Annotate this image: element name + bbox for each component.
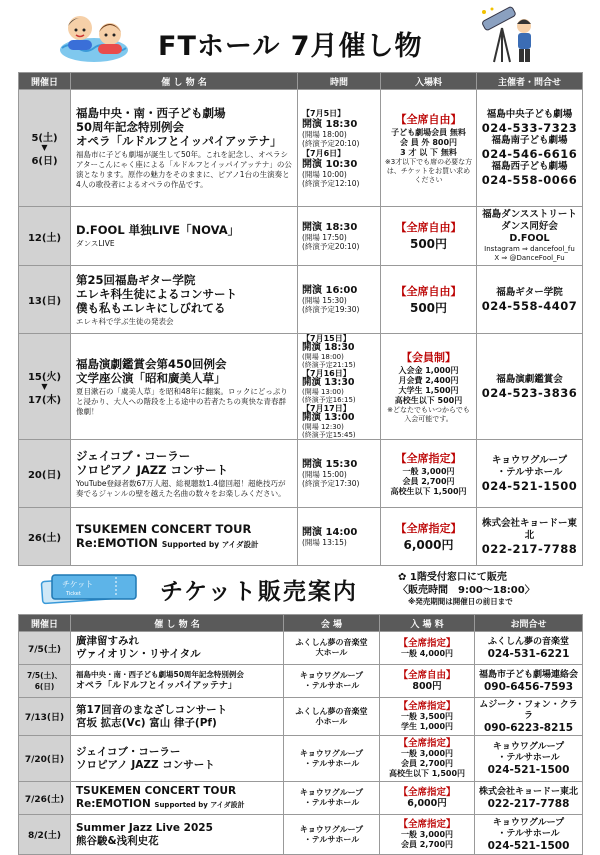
- price-note: ※3才以下でも席の必要な方は、チケットをお買い求めください: [384, 157, 473, 184]
- organizer-name: ・テルサホール: [496, 466, 563, 478]
- contact-phone: 090-6223-8215: [483, 721, 574, 734]
- venue-name: ふくしん夢の音楽堂: [295, 638, 368, 647]
- event-date: [19, 266, 71, 334]
- event-price: [381, 207, 477, 266]
- organizer-name: 福島ギター学院: [496, 286, 563, 298]
- price-line: 一般 3,500円: [400, 712, 454, 721]
- price-line: 学生 1,000円: [400, 722, 454, 731]
- event-info: [71, 207, 298, 266]
- event-title: TSUKEMEN CONCERT TOUR: [76, 521, 252, 536]
- ticket-event: [71, 632, 284, 665]
- event-title: 福島中央・南・西子ども劇場: [76, 106, 226, 120]
- ticket-venue: [284, 632, 380, 665]
- ticket-event-title: 廣津留すみれ: [76, 635, 139, 647]
- ticket-venue: [284, 665, 380, 698]
- event-price: [381, 266, 477, 334]
- ticket-icon: [40, 573, 140, 605]
- venue-hall: ・テルサホール: [303, 798, 360, 807]
- col-organizer: 主催者・問合せ: [477, 73, 583, 90]
- price-value: 800円: [412, 681, 442, 692]
- date-end: 17(木): [27, 394, 62, 406]
- date-start: 15(火): [27, 371, 62, 383]
- time-day-label: 【7月5日】: [302, 109, 346, 118]
- event-title-text: Re:EMOTION: [76, 535, 158, 550]
- event-price: [381, 90, 477, 207]
- venue-hall: ・テルサホール: [303, 834, 360, 844]
- event-date: [19, 334, 71, 440]
- contact-phone: 024-521-1500: [487, 763, 570, 776]
- col-venue: 会 場: [284, 615, 380, 632]
- organizer-phone: 022-217-7788: [481, 541, 578, 556]
- start-time: 開演 14:00: [302, 526, 358, 538]
- event-date: [19, 440, 71, 508]
- ticket-table: [18, 614, 583, 855]
- col-contact: お問合せ: [475, 615, 583, 632]
- event-description: ダンスLIVE: [76, 239, 115, 248]
- venue-hall: ・テルサホール: [303, 758, 360, 768]
- event-time: [298, 266, 381, 334]
- events-table-header: [19, 73, 583, 90]
- price-line: 会員 2,700円: [402, 476, 455, 486]
- venue-name: キョウワグループ: [299, 671, 364, 680]
- open-time: (開場 15:00): [302, 470, 347, 479]
- organizer-phone: 024-521-1500: [481, 478, 578, 493]
- price-line: 高校生以下 1,500円: [388, 769, 466, 778]
- price-line: 3 才 以 下 無料: [400, 147, 457, 157]
- ticket-event-title: Summer Jazz Live 2025: [76, 821, 213, 834]
- event-date: [19, 207, 71, 266]
- ticket-contact: [475, 736, 583, 782]
- ticket-date: 7/5(土)、6(日): [19, 665, 71, 698]
- contact-name: 福島市子ども劇場連絡会: [478, 669, 578, 680]
- ticket-event: [71, 782, 284, 815]
- ticket-event-title: オペラ「ルドルフとイッパイアッテナ」: [76, 681, 237, 691]
- event-title: 第25回福島ギター学院: [76, 272, 196, 287]
- price-type: 【全席自由】: [398, 670, 456, 681]
- price-line: 一般 3,000円: [400, 749, 454, 758]
- contact-name: キョウワグループ: [492, 741, 565, 752]
- open-time: (開場 12:30): [302, 423, 344, 431]
- event-time: [298, 207, 381, 266]
- contact-name: キョウワグループ: [492, 817, 565, 828]
- end-time: (終演予定17:30): [302, 479, 360, 488]
- ticket-price: [380, 698, 475, 736]
- end-time: (終演予定19:30): [302, 305, 360, 314]
- event-title: 僕も私もエレキにしびれてる: [76, 300, 226, 315]
- event-description: 夏目漱石の「虞美人草」を昭和48年に翻案。ロックにどっぷりと浸かり、大人への階段を上る途中の若者たちの爽快な青春群像劇！: [76, 386, 288, 416]
- price-type: 【全席指定】: [398, 637, 456, 649]
- venue-name: ふくしん夢の音楽堂: [295, 706, 368, 716]
- end-time: (終演予定16:15): [302, 396, 356, 404]
- event-organizer: [477, 334, 583, 440]
- venue-hall: 小ホール: [315, 716, 348, 726]
- open-time: (開場 15:30): [302, 296, 347, 305]
- table-row: [19, 508, 583, 566]
- start-time: 開演 13:00: [302, 412, 355, 423]
- start-time: 開演 16:00: [302, 285, 358, 296]
- price-type: 【全席指定】: [395, 451, 462, 465]
- venue-name: キョウワグループ: [299, 824, 364, 834]
- open-time: (開場 18:00): [302, 353, 344, 361]
- table-row: [19, 665, 583, 698]
- start-time: 開演 18:30: [302, 221, 358, 233]
- end-time: (終演予定21:15): [302, 361, 356, 369]
- contact-name: 株式会社キョードー東北: [478, 786, 578, 797]
- organizer-name: 福島ダンスストリート: [482, 209, 577, 220]
- ticket-price: [380, 632, 475, 665]
- event-title: D.FOOL 単独LIVE「NOVA」: [76, 223, 240, 237]
- page-header: [0, 0, 600, 70]
- contact-phone: 024-531-6221: [487, 647, 570, 660]
- event-title: [76, 536, 292, 552]
- event-organizer: [477, 508, 583, 566]
- ticket-venue: [284, 736, 380, 782]
- end-time: (終演予定20:10): [302, 241, 360, 251]
- open-time: (開場 17:50): [302, 232, 347, 242]
- start-time: 開演 18:30: [302, 119, 358, 130]
- ticket-event: [71, 698, 284, 736]
- organizer-name: キョウワグループ: [491, 454, 568, 466]
- price-type: 【全席指定】: [398, 787, 456, 798]
- open-time: (開場 18:00): [302, 130, 347, 139]
- price-line: 一般 3,000円: [400, 830, 454, 839]
- ticket-event-title: ヴァイオリン・リサイタル: [76, 648, 201, 660]
- end-time: (終演予定12:10): [302, 179, 360, 188]
- open-time: (開場 13:15): [302, 537, 347, 547]
- sale-hours: 〈販売時間 9:00～18:00〉: [398, 585, 535, 596]
- table-row: [19, 207, 583, 266]
- event-info: [71, 90, 298, 207]
- sponsor-text: Supported by アイダ設計: [154, 800, 245, 809]
- price-value: 500円: [409, 300, 448, 315]
- event-info: [71, 334, 298, 440]
- price-type: 【全席自由】: [395, 112, 462, 126]
- table-row: [19, 90, 583, 207]
- table-row: [19, 334, 583, 440]
- ticket-price: [380, 665, 475, 698]
- ticket-contact: [475, 665, 583, 698]
- price-type: 【全席指定】: [395, 521, 462, 535]
- ticket-event-title: TSUKEMEN CONCERT TOUR: [76, 784, 237, 797]
- ticket-event-title: 福島中央・南・西子ども劇場50周年記念特別例会: [76, 670, 244, 679]
- date-start: 12(土): [27, 232, 62, 244]
- price-type: 【全席指定】: [398, 701, 456, 712]
- event-organizer: [477, 207, 583, 266]
- ticket-event-title: 宮坂 拡志(Vc) 富山 律子(Pf): [76, 716, 217, 729]
- sale-note: ※発売期間は開催日の前日まで: [408, 597, 513, 606]
- price-line: 会 員 外 800円: [399, 137, 458, 147]
- ticket-date: 7/20(日): [19, 736, 71, 782]
- ticket-date: 7/13(日): [19, 698, 71, 736]
- date-start: 5(土): [31, 133, 58, 144]
- price-type: 【全席自由】: [395, 221, 462, 234]
- event-title: オペラ「ルドルフとイッパイアッテナ」: [76, 134, 282, 148]
- organizer-name: 福島中央子ども劇場: [486, 109, 573, 120]
- event-organizer: [477, 90, 583, 207]
- organizer-sns: X ⇒ @DanceFool_Fu: [494, 254, 565, 262]
- col-time: 時間: [298, 73, 381, 90]
- event-organizer: [477, 440, 583, 508]
- price-line: 子ども劇場会員 無料: [391, 127, 466, 137]
- start-time: 開演 18:30: [302, 342, 355, 353]
- ticket-icon-label: チケット: [62, 580, 94, 589]
- event-description: エレキ科で学ぶ生徒の発表会: [76, 316, 174, 326]
- start-time: 開演 15:30: [302, 459, 358, 470]
- event-title: 50周年記念特別例会: [76, 120, 185, 134]
- organizer-name: 福島南子ども劇場: [491, 135, 568, 146]
- event-title: エレキ科生徒によるコンサート: [76, 286, 237, 301]
- time-day-label: 【7月16日】: [302, 369, 351, 378]
- date-start: 26(土): [27, 533, 62, 544]
- event-time: [298, 440, 381, 508]
- organizer-phone: 024-533-7323: [481, 121, 578, 135]
- ticket-event-title: 熊谷駿&浅利史花: [76, 834, 159, 847]
- organizer-name: ダンス同好会 D.FOOL: [501, 221, 558, 244]
- ticket-price: [380, 782, 475, 815]
- col-date: 開催日: [19, 615, 71, 632]
- venue-name: キョウワグループ: [299, 748, 364, 758]
- children-swimming-icon: [58, 6, 130, 64]
- sponsor-text: Supported by アイダ設計: [161, 539, 259, 549]
- ticket-event: [71, 736, 284, 782]
- table-row: [19, 440, 583, 508]
- events-table: [18, 72, 583, 566]
- event-description: YouTube登録者数67万人超、総視聴数1.4億回超！超絶技巧が奏でるジャンルの壁を越えた名曲の数々をお楽しみください。: [76, 478, 286, 498]
- ticket-contact: [475, 632, 583, 665]
- telescope-boy-icon: [478, 6, 538, 66]
- event-time: [298, 90, 381, 207]
- event-date: [19, 90, 71, 207]
- open-time: (開場 10:00): [302, 170, 347, 179]
- table-row: [19, 736, 583, 782]
- event-price: [381, 334, 477, 440]
- sale-info: [398, 571, 535, 607]
- col-event: 催 し 物 名: [71, 73, 298, 90]
- table-row: [19, 782, 583, 815]
- contact-phone: 022-217-7788: [487, 797, 570, 810]
- contact-name: ・テルサホール: [497, 828, 560, 839]
- col-date: 開催日: [19, 73, 71, 90]
- open-time: (開場 13:00): [302, 388, 344, 396]
- col-price: 入 場 料: [380, 615, 475, 632]
- ticket-event: [71, 665, 284, 698]
- price-line: 一般 3,000円: [402, 466, 455, 476]
- sale-location: ✿ 1階受付窓口にて販売: [398, 572, 507, 583]
- event-title: ジェイコブ・コーラー: [76, 448, 191, 463]
- contact-name: ムジーク・フォン・クララ: [479, 699, 578, 721]
- ticket-event-title-text: Re:EMOTION: [76, 797, 151, 810]
- price-line: 大学生 1,500円: [398, 385, 459, 395]
- contact-phone: 090-6456-7593: [483, 680, 574, 693]
- ticket-event-title: 第17回音のまなざしコンサート: [76, 703, 228, 716]
- ticket-event-title: ジェイコブ・コーラー: [76, 745, 181, 758]
- price-type: 【全席指定】: [398, 738, 456, 749]
- ticket-section-title: チケット販売案内: [160, 579, 358, 605]
- event-price: [381, 440, 477, 508]
- event-info: [71, 440, 298, 508]
- contact-phone: 024-521-1500: [487, 839, 570, 852]
- price-line: 会員 2,700円: [400, 759, 454, 768]
- ticket-table-header: [19, 615, 583, 632]
- table-row: [19, 266, 583, 334]
- event-description: 福島市に子ども劇場が誕生して50年。これを記念し、オペラシアターこんにゃく座による「ルドルフとイッパイアッテナ」の公演となります。原作の魅力をそのままに、ピアノ1台の生演奏と4人の歌役者によるオペラの作品です。: [76, 150, 292, 189]
- contact-name: ふくしん夢の音楽堂: [487, 636, 569, 647]
- ticket-contact: [475, 782, 583, 815]
- event-info: [71, 266, 298, 334]
- event-organizer: [477, 266, 583, 334]
- ticket-event-title: [76, 798, 278, 812]
- ticket-date: 7/26(土): [19, 782, 71, 815]
- organizer-name: 福島演劇鑑賞会: [496, 373, 563, 385]
- organizer-name: 株式会社キョードー東北: [481, 517, 577, 541]
- col-event: 催 し 物 名: [71, 615, 284, 632]
- ticket-event-title: ソロピアノ JAZZ コンサート: [76, 758, 215, 771]
- organizer-name: 福島西子ども劇場: [491, 161, 568, 172]
- price-line: 入会金 1,000円: [398, 365, 459, 375]
- time-day-label: 【7月17日】: [302, 404, 351, 413]
- contact-name: ・テルサホール: [497, 752, 560, 763]
- event-title: ソロピアノ JAZZ コンサート: [76, 462, 228, 477]
- page-title: FTホール 7月催し物: [158, 31, 423, 62]
- organizer-phone: 024-558-0066: [481, 173, 578, 187]
- end-time: (終演予定20:10): [302, 139, 360, 148]
- price-line: 高校生以下 500円: [394, 395, 463, 405]
- organizer-phone: 024-546-6616: [481, 147, 578, 161]
- start-time: 開演 13:30: [302, 377, 355, 388]
- organizer-sns: Instagram ⇒ dancefool_fu: [484, 245, 575, 253]
- ticket-icon-sublabel: Ticket: [66, 591, 81, 597]
- price-type: 【全席自由】: [395, 284, 462, 298]
- venue-name: キョウワグループ: [299, 788, 364, 797]
- table-row: [19, 632, 583, 665]
- time-day-label: 【7月6日】: [302, 149, 346, 158]
- price-type: 【会員制】: [401, 350, 456, 364]
- price-line: 月会費 2,400円: [398, 375, 459, 385]
- price-line: 一般 4,000円: [400, 648, 454, 658]
- price-value: 6,000円: [403, 537, 454, 552]
- table-row: [19, 698, 583, 736]
- arrow-down-icon: ▼: [41, 381, 48, 391]
- event-info: [71, 508, 298, 566]
- price-type: 【全席指定】: [398, 819, 456, 830]
- price-line: 高校生以下 1,500円: [390, 486, 467, 496]
- event-title: 文学座公演「昭和廣美人草」: [76, 370, 226, 385]
- price-note: ※どなたでもいつからでも入会可能です。: [387, 405, 470, 423]
- time-day-label: 【7月15日】: [302, 334, 351, 343]
- ticket-venue: [284, 698, 380, 736]
- event-time: [298, 508, 381, 566]
- organizer-phone: 024-558-4407: [481, 298, 578, 313]
- venue-hall: ・テルサホール: [303, 681, 360, 690]
- col-price: 入場料: [381, 73, 477, 90]
- end-time: (終演予定15:45): [302, 431, 356, 439]
- date-start: 13(日): [27, 296, 62, 307]
- ticket-date: 8/2(土): [19, 815, 71, 855]
- ticket-contact: [475, 698, 583, 736]
- price-line: 会員 2,700円: [400, 840, 454, 849]
- event-price: [381, 508, 477, 566]
- event-time: [298, 334, 381, 440]
- price-value: 6,000円: [407, 798, 447, 809]
- venue-hall: 大ホール: [315, 648, 348, 657]
- event-title: 福島演劇鑑賞会第450回例会: [76, 356, 227, 371]
- arrow-down-icon: ▼: [41, 143, 48, 152]
- date-start: 20(日): [27, 470, 62, 481]
- ticket-venue: [284, 782, 380, 815]
- price-value: 500円: [409, 237, 448, 251]
- event-date: [19, 508, 71, 566]
- start-time: 開演 10:30: [302, 159, 358, 170]
- ticket-price: [380, 736, 475, 782]
- date-end: 6(日): [31, 156, 58, 167]
- organizer-phone: 024-523-3836: [481, 385, 578, 400]
- ticket-date: 7/5(土): [19, 632, 71, 665]
